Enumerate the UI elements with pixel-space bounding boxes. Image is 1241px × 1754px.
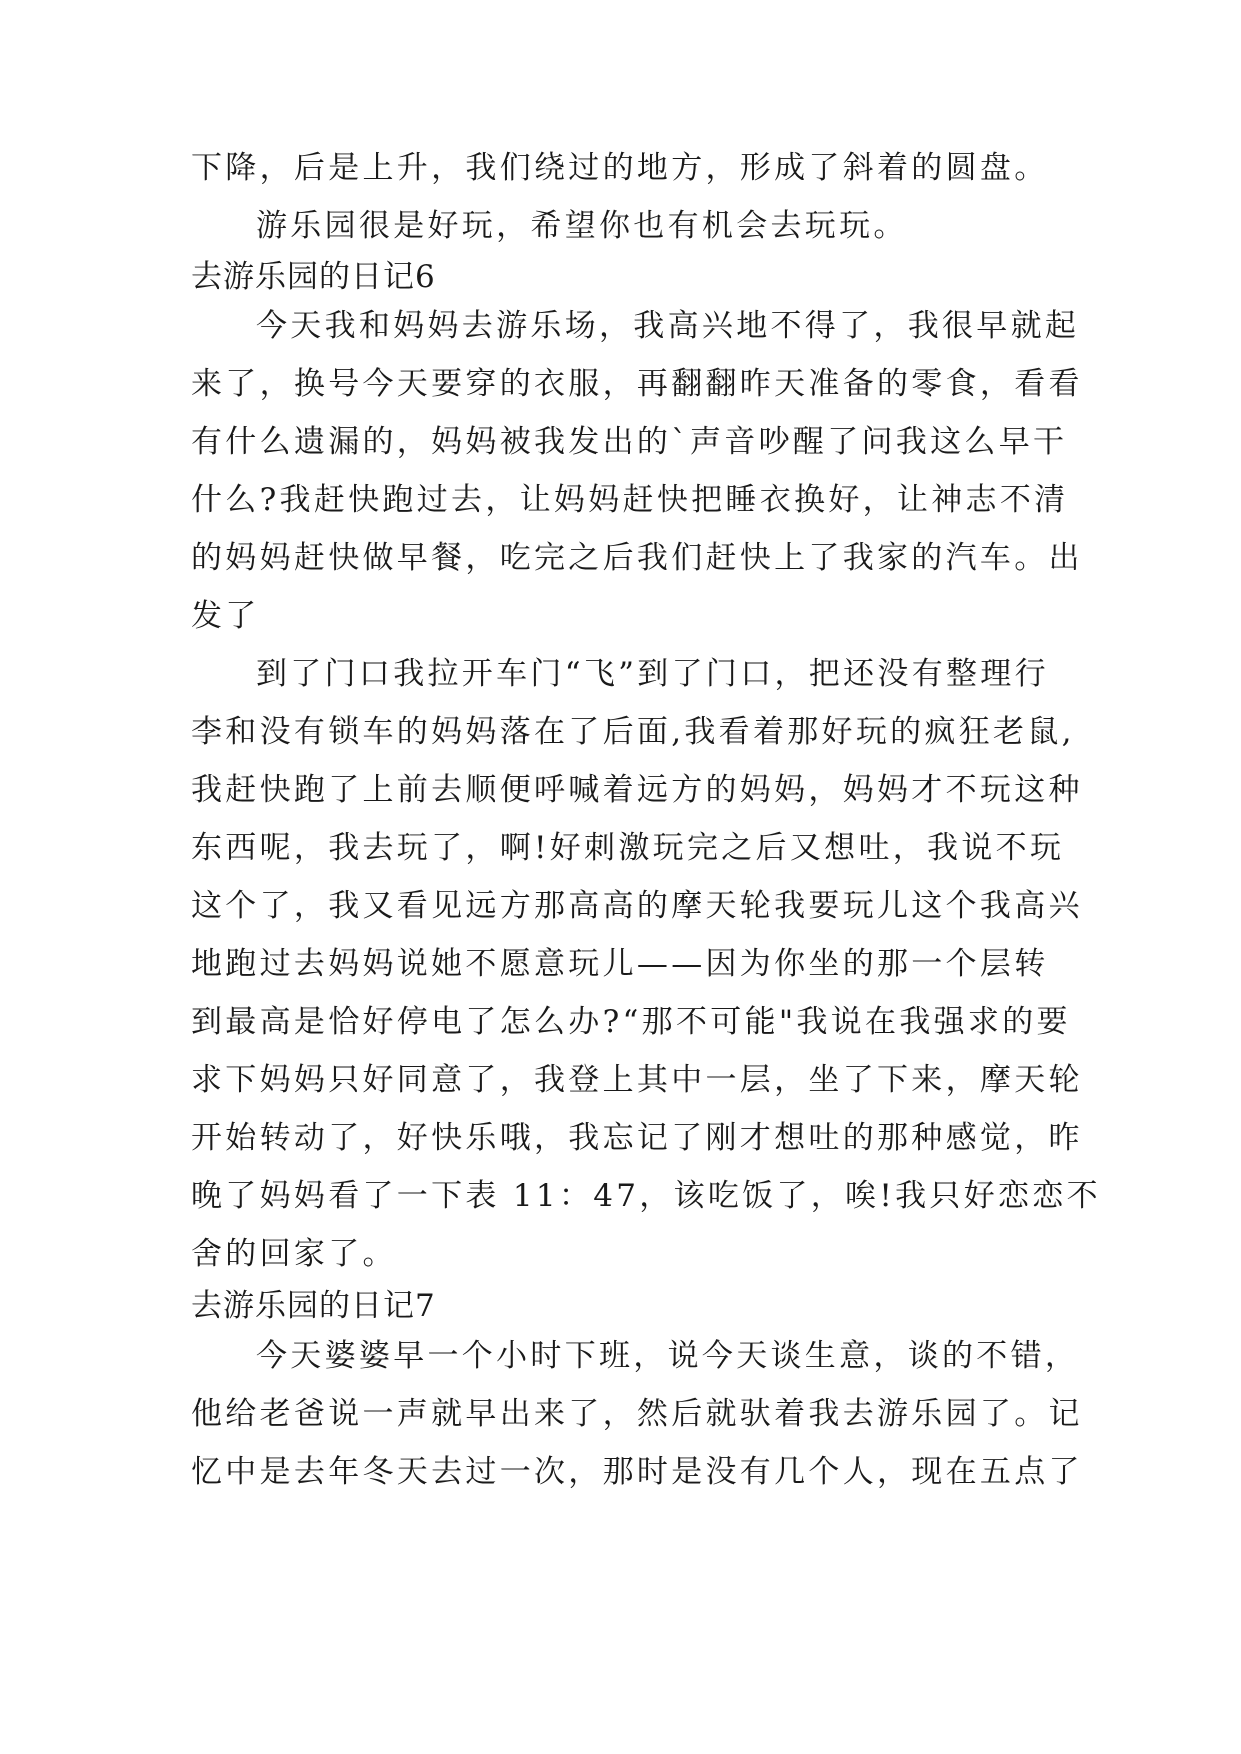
text-line: 忆中是去年冬天去过一次，那时是没有几个人，现在五点了: [191, 1454, 1083, 1490]
text-line: 什么?我赶快跑过去，让妈妈赶快把睡衣换好，让神志不清: [191, 482, 1069, 518]
text-line: 到了门口我拉开车门“飞”到了门口，把还没有整理行: [256, 656, 1049, 692]
text-line: 晚了妈妈看了一下表 11：47，该吃饭了，唉!我只好恋恋不: [191, 1178, 1101, 1214]
text-line: 的妈妈赶快做早餐，吃完之后我们赶快上了我家的汽车。出: [191, 540, 1083, 576]
text-line: 李和没有锁车的妈妈落在了后面,我看着那好玩的疯狂老鼠,: [191, 714, 1075, 750]
text-line: 今天我和妈妈去游乐场，我高兴地不得了，我很早就起: [256, 308, 1080, 344]
text-line: 有什么遗漏的，妈妈被我发出的`声音吵醒了问我这么早干: [191, 424, 1068, 460]
text-line: 地跑过去妈妈说她不愿意玩儿——因为你坐的那一个层转: [191, 946, 1049, 982]
text-line: 游乐园很是好玩，希望你也有机会去玩玩。: [256, 208, 908, 244]
text-line: 他给老爸说一声就早出来了，然后就驮着我去游乐园了。记: [191, 1396, 1083, 1432]
text-line: 下降，后是上升，我们绕过的地方，形成了斜着的圆盘。: [191, 150, 1049, 186]
section-heading: 去游乐园的日记6: [191, 259, 436, 295]
text-line: 求下妈妈只好同意了，我登上其中一层，坐了下来，摩天轮: [191, 1062, 1083, 1098]
text-line: 开始转动了，好快乐哦，我忘记了刚才想吐的那种感觉，昨: [191, 1120, 1083, 1156]
text-line: 舍的回家了。: [191, 1236, 397, 1272]
text-line: 来了，换号今天要穿的衣服，再翻翻昨天准备的零食，看看: [191, 366, 1083, 402]
section-heading: 去游乐园的日记7: [191, 1288, 436, 1324]
text-line: 今天婆婆早一个小时下班，说今天谈生意，谈的不错，: [256, 1338, 1080, 1374]
text-line: 我赶快跑了上前去顺便呼喊着远方的妈妈，妈妈才不玩这种: [191, 772, 1083, 808]
text-line: 到最高是恰好停电了怎么办?“那不可能"我说在我强求的要: [191, 1004, 1071, 1040]
text-line: 东西呢，我去玩了，啊!好刺激玩完之后又想吐，我说不玩: [191, 830, 1065, 866]
text-line: 发了: [191, 598, 260, 634]
text-line: 这个了，我又看见远方那高高的摩天轮我要玩儿这个我高兴: [191, 888, 1083, 924]
